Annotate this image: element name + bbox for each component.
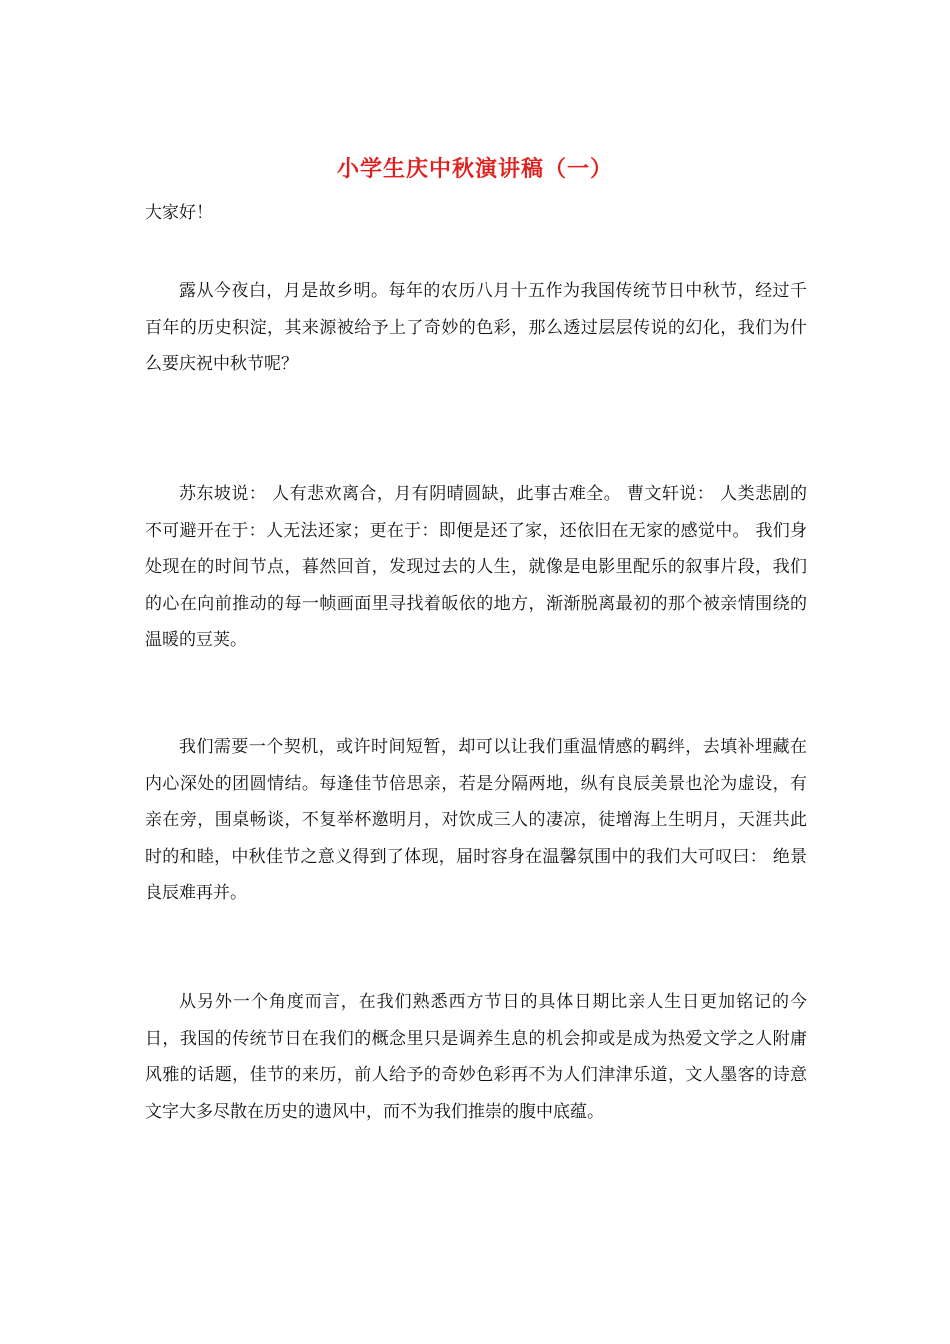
greeting-text: 大家好！ [145, 203, 213, 223]
paragraph-3: 我们需要一个契机，或许时间短暂，却可以让我们重温情感的羁绊，去填补埋藏在内心深处的团圆情结。每逢佳节倍思亲，若是分隔两地，纵有良辰美景也沦为虚设，有亲在旁，围桌畅谈，不复举杯邀明月，对饮成三人的凄凉，徒增海上生明月，天涯共此时的和睦，中秋佳节之意义得到了体现，届时容身在温馨氛围中的我们大可叹曰： 绝景良辰难再并。 [145, 737, 807, 903]
paragraph-4: 从另外一个角度而言，在我们熟悉西方节日的具体日期比亲人生日更加铭记的今日，我国的传统节日在我们的概念里只是调养生息的机会抑或是成为热爱文学之人附庸风雅的话题，佳节的来历，前人给予的奇妙色彩再不为人们津津乐道，文人墨客的诗意文字大多尽散在历史的遗风中，而不为我们推崇的腹中底蕴。 [145, 992, 807, 1122]
document-title: 小学生庆中秋演讲稿（一） [336, 156, 613, 182]
paragraph-2: 苏东坡说： 人有悲欢离合，月有阴晴圆缺，此事古难全。 曹文轩说： 人类悲剧的不可避开在于：人无法还家；更在于：即便是还了家，还依旧在无家的感觉中。 我们身处现在的时间节点，暮然回首，发现过去的人生，就像是电影里配乐的叙事片段，我们的心在向前推动的每一帧画面里寻找着皈依的地方，渐渐脱离最初的那个被亲情围绕的温暖的豆荚。 [145, 484, 807, 650]
paragraph-1: 露从今夜白，月是故乡明。每年的农历八月十五作为我国传统节日中秋节，经过千百年的历史积淀，其来源被给予上了奇妙的色彩，那么透过层层传说的幻化，我们为什么要庆祝中秋节呢？ [145, 281, 807, 374]
